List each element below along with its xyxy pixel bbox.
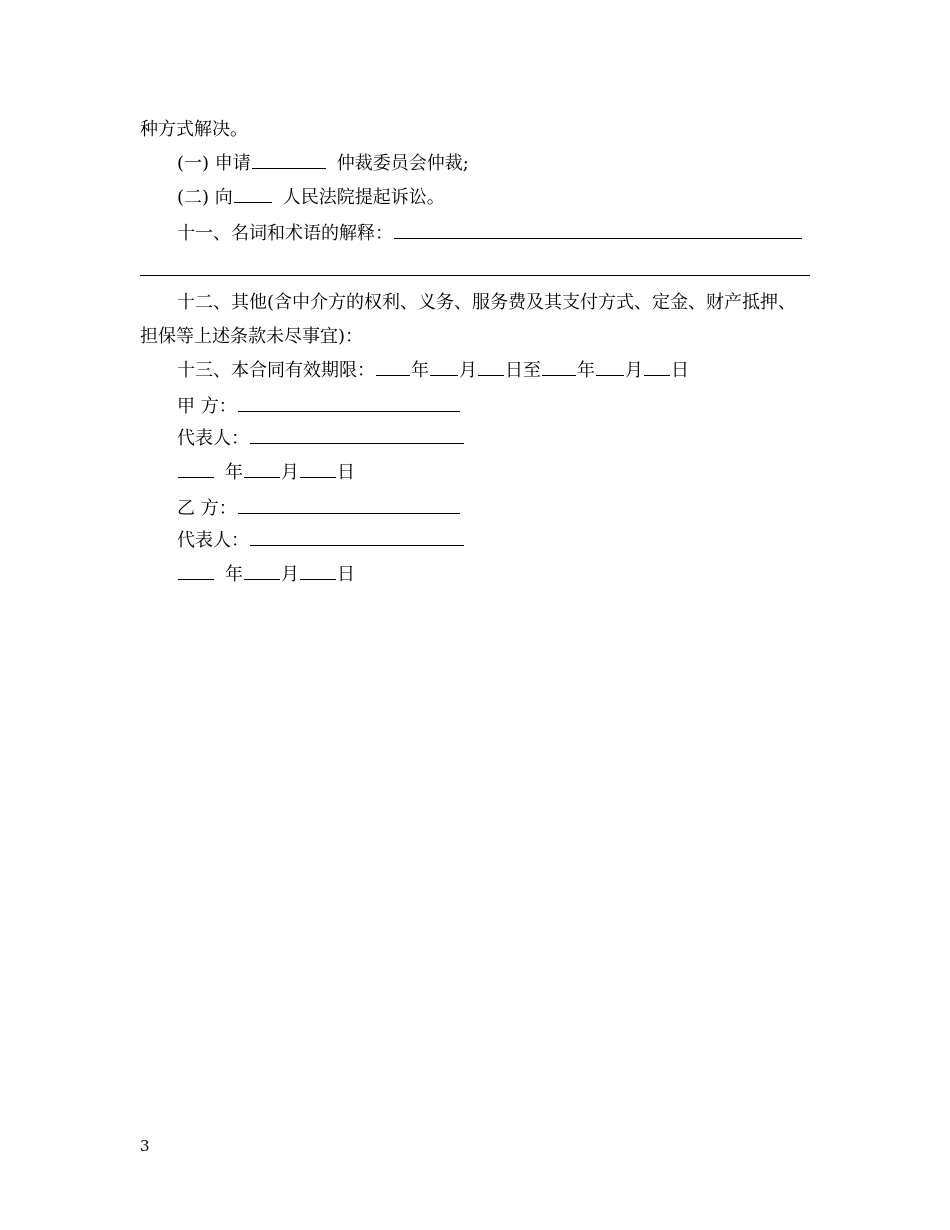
text-segment: 月 — [459, 360, 477, 381]
party-b-date-line — [177, 563, 355, 587]
blank-line — [238, 395, 460, 412]
text-segment: 月 — [281, 462, 299, 483]
text-segment: 日 — [337, 564, 355, 585]
text-segment: (二) 向 — [177, 187, 233, 208]
blank-line — [250, 529, 464, 546]
blank-line — [140, 275, 810, 276]
blank-line — [178, 563, 214, 580]
text-segment: 甲 方： — [177, 396, 237, 417]
text-segment: 种方式解决。 — [140, 119, 248, 140]
blank-line — [478, 359, 504, 376]
text-segment: 代表人： — [177, 530, 249, 551]
blank-line — [244, 563, 280, 580]
text-segment: 十三、本合同有效期限： — [177, 360, 375, 381]
text-segment: 日 — [337, 462, 355, 483]
page-number: 3 — [140, 1137, 150, 1155]
party-b-representative-line — [177, 529, 465, 553]
text-segment: 年 — [225, 462, 243, 483]
blank-line — [244, 461, 280, 478]
text-segment: 年 — [411, 360, 429, 381]
text-segment: 年 — [225, 564, 243, 585]
text-segment: 担保等上述条款未尽事宜)： — [140, 326, 364, 347]
blank-line — [394, 222, 802, 239]
party-a-date-line — [177, 461, 355, 485]
arbitration-clause — [177, 152, 469, 176]
party-a-representative-line — [177, 427, 465, 451]
other-clause — [177, 291, 796, 315]
text-segment: 年 — [577, 360, 595, 381]
blank-line — [596, 359, 624, 376]
blank-line — [178, 461, 214, 478]
text-segment: 日至 — [505, 360, 541, 381]
text-segment: 十二、其他(含中介方的权利、义务、服务费及其支付方式、定金、财产抵押、 — [177, 292, 797, 313]
blank-line — [542, 359, 576, 376]
text-segment: 月 — [281, 564, 299, 585]
text-segment: 人民法院提起诉讼。 — [282, 187, 445, 208]
blank-line — [376, 359, 410, 376]
text-segment: 月 — [625, 360, 643, 381]
text-segment: 乙 方： — [177, 498, 237, 519]
blank-line — [250, 427, 464, 444]
text-segment: 代表人： — [177, 428, 249, 449]
text-line — [140, 118, 248, 142]
text-segment: 十一、名词和术语的解释： — [177, 223, 393, 244]
blank-line — [300, 461, 336, 478]
court-clause — [177, 186, 445, 210]
blank-line — [430, 359, 458, 376]
validity-period-clause — [177, 359, 689, 383]
party-b-line — [177, 497, 461, 521]
blank-line — [234, 186, 272, 203]
blank-line — [238, 497, 460, 514]
text-segment: 日 — [671, 360, 689, 381]
terms-definition-clause — [177, 222, 803, 246]
blank-line — [644, 359, 670, 376]
party-a-line — [177, 395, 461, 419]
text-segment: (一) 申请 — [177, 153, 251, 174]
blank-line — [252, 152, 326, 169]
blank-line — [300, 563, 336, 580]
text-segment: 仲裁委员会仲裁; — [336, 153, 469, 174]
text-line — [140, 325, 363, 349]
